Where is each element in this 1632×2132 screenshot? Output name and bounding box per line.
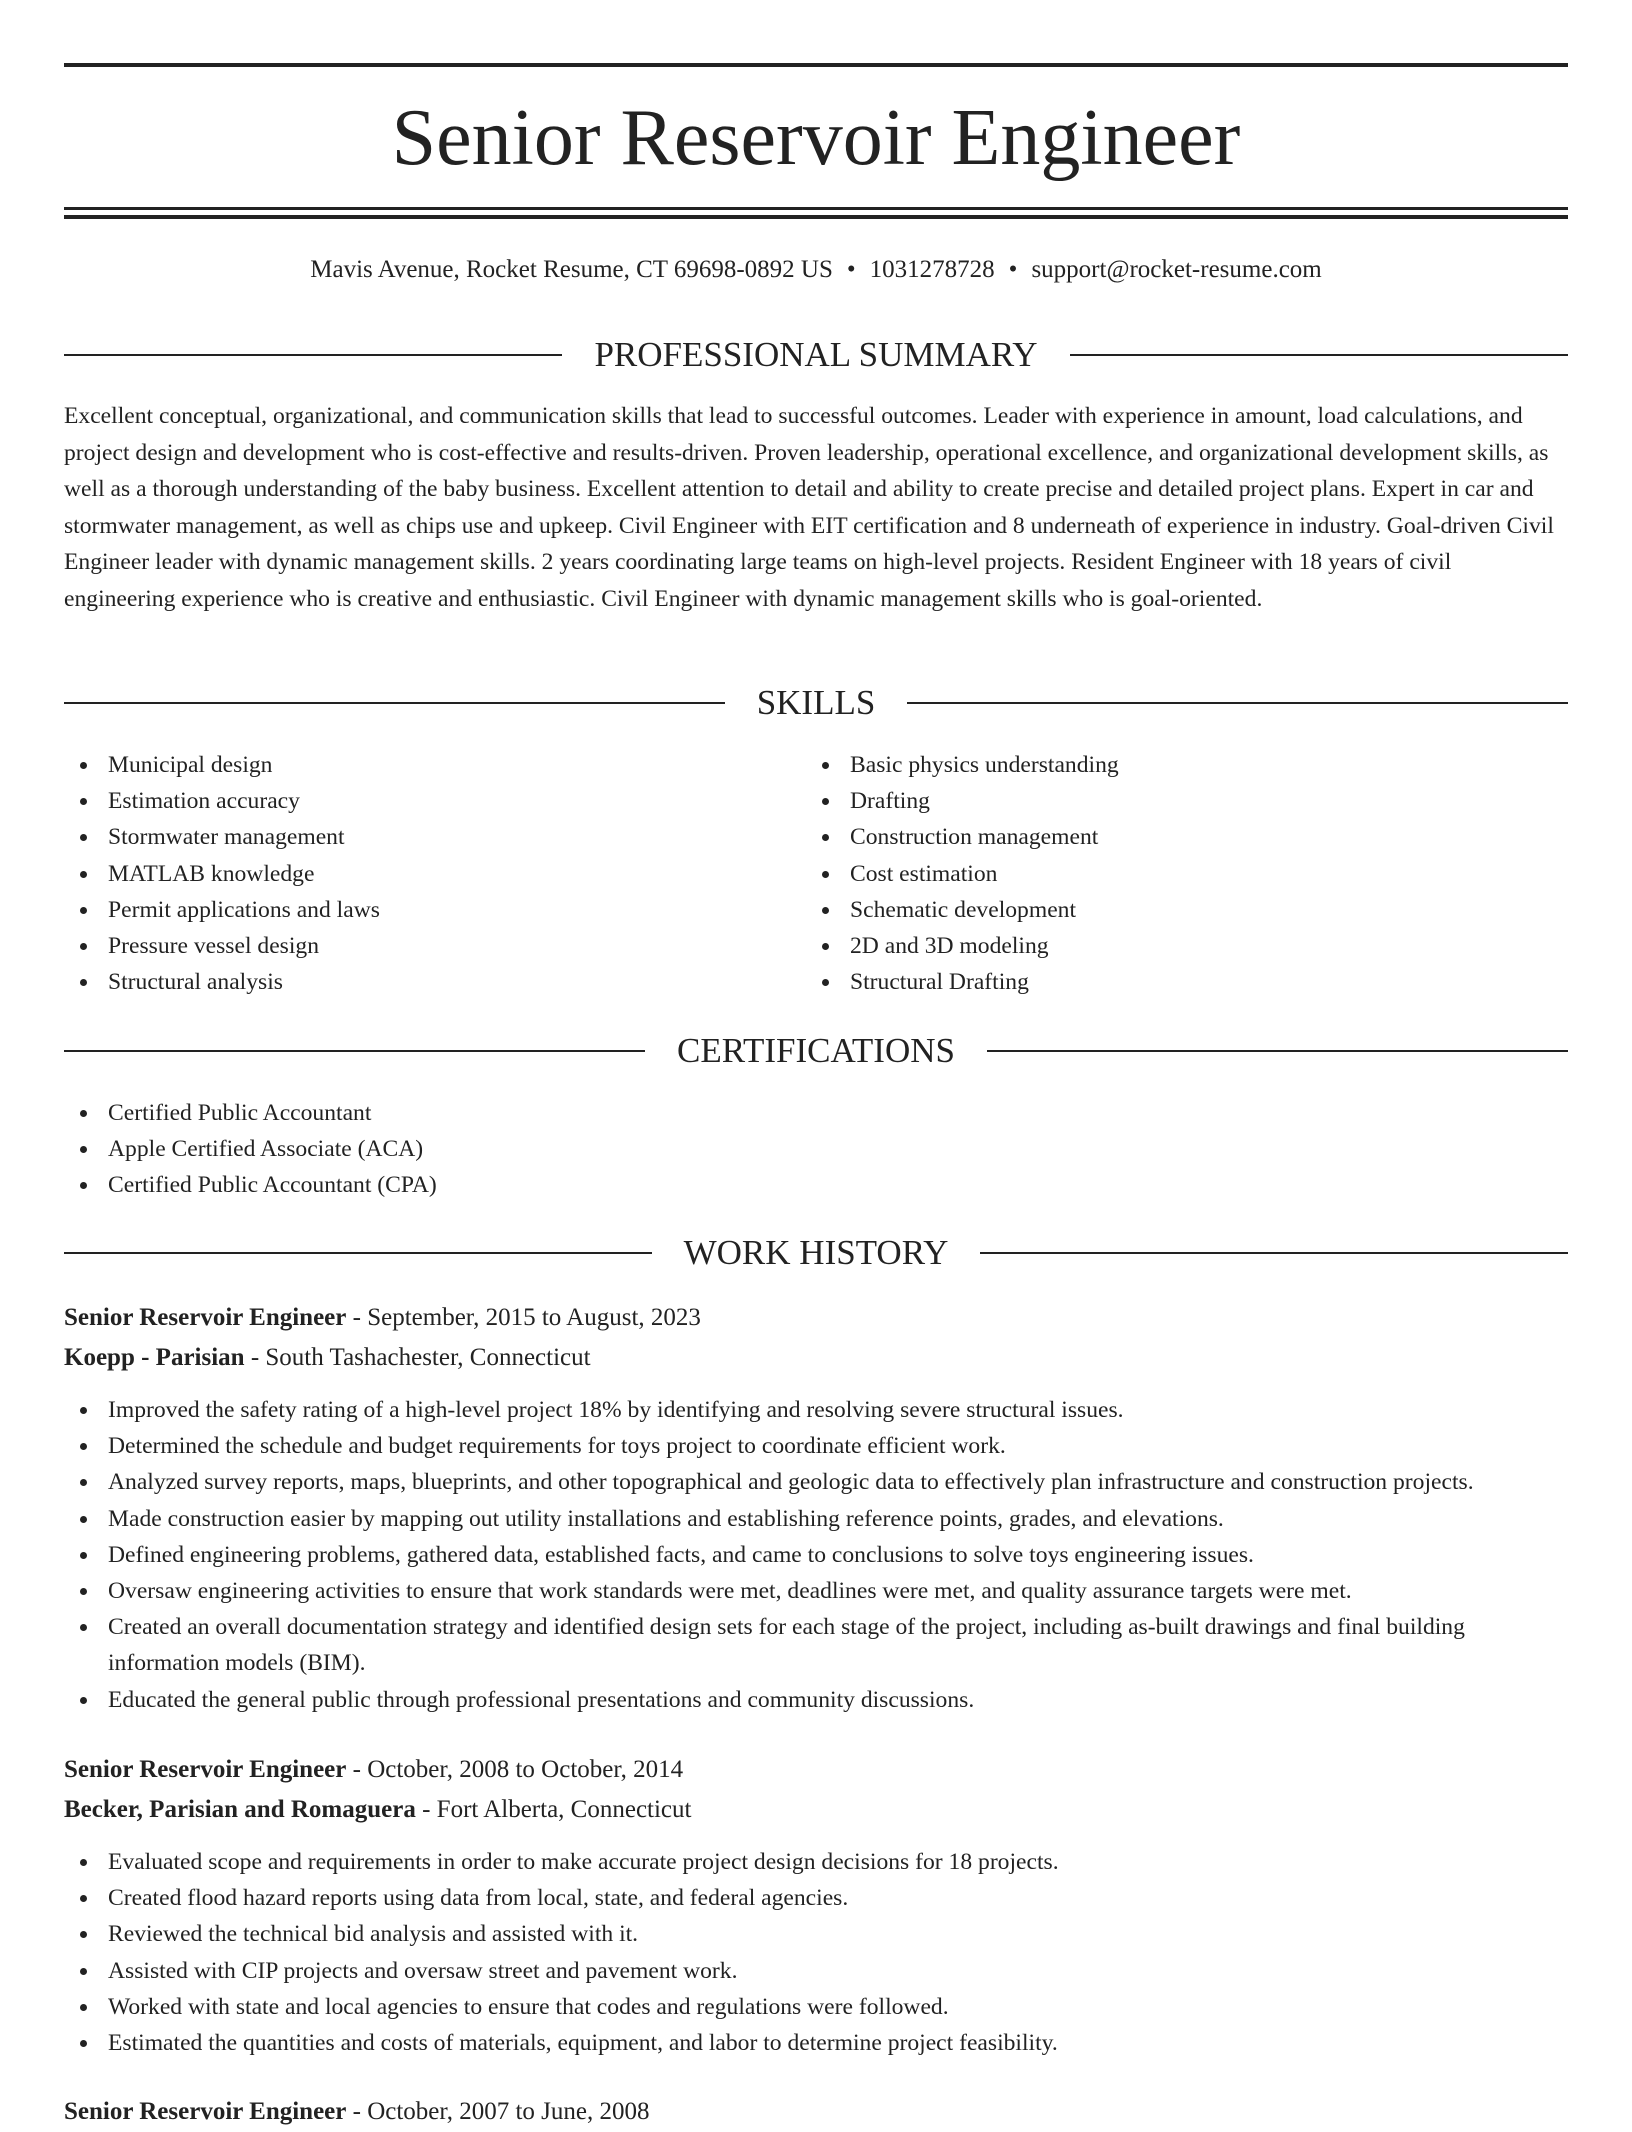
skill-item: Cost estimation <box>806 856 1506 892</box>
title-rule-upper <box>64 207 1568 210</box>
certifications-list <box>64 1095 1568 1204</box>
contact-separator: • <box>846 256 856 283</box>
skill-item: MATLAB knowledge <box>64 856 764 892</box>
job-duty-item: Reviewed the technical bid analysis and assisted with it. <box>64 1916 1568 1952</box>
job-duty-item: Worked with state and local agencies to ensure that codes and regulations were followed. <box>64 1989 1568 2025</box>
section-title: CERTIFICATIONS <box>677 1031 955 1070</box>
certification-item: Certified Public Accountant (CPA) <box>64 1167 1568 1203</box>
resume-title: Senior Reservoir Engineer <box>391 94 1241 182</box>
summary-text: Excellent conceptual, organizational, and communication skills that lead to successful outcomes. Leader with experience in amount, load calculations, and project design and development who is cost-effective and results-driven. Proven leadership, operational excellence, and organizational development skills, as well as a thorough understanding of the baby business. Excellent attention to detail and ability to create precise and detailed project plans. Expert in car and stormwater management, as well as chips use and upkeep. Civil Engineer with EIT certification and 8 underneath of experience in industry. Goal-driven Civil Engineer leader with dynamic management skills. 2 years coordinating large teams on high-level projects. Resident Engineer with 18 years of civil engineering experience who is creative and enthusiastic. Civil Engineer with dynamic management skills who is goal-oriented. <box>64 403 1554 612</box>
certification-item: Apple Certified Associate (ACA) <box>64 1131 1568 1167</box>
job-company-line <box>64 1338 1568 1378</box>
job-duty-item: Improved the safety rating of a high-level project 18% by identifying and resolving severe structural issues. <box>64 1392 1568 1428</box>
job-title: Senior Reservoir Engineer <box>64 2098 347 2125</box>
job-title-line <box>64 1750 1568 1790</box>
skill-item: Basic physics understanding <box>806 747 1506 783</box>
contact-email: support@rocket-resume.com <box>1031 256 1322 283</box>
contact-line <box>64 254 1568 286</box>
heading-rule <box>987 1050 1568 1052</box>
job-dates: - October, 2008 to October, 2014 <box>346 1756 684 1783</box>
section-heading-work-history <box>64 1233 1568 1273</box>
job-title: Senior Reservoir Engineer <box>64 1756 347 1783</box>
skill-item: Schematic development <box>806 892 1506 928</box>
job-title: Senior Reservoir Engineer <box>64 1304 347 1331</box>
contact-phone: 1031278728 <box>869 256 995 283</box>
section-heading-certifications <box>64 1031 1568 1071</box>
heading-rule <box>64 1252 652 1254</box>
job-dates: - October, 2007 to June, 2008 <box>346 2098 650 2125</box>
contact-address: Mavis Avenue, Rocket Resume, CT 69698-0892 US <box>310 256 833 283</box>
job-duty-item: Assisted with CIP projects and oversaw street and pavement work. <box>64 1953 1568 1989</box>
heading-rule <box>907 702 1568 704</box>
job-duty-item: Evaluated scope and requirements in order to make accurate project design decisions for 18 projects. <box>64 1844 1568 1880</box>
job-location: - South Tashachester, Connecticut <box>244 1344 591 1371</box>
section-heading-summary <box>64 335 1568 375</box>
skill-item: Pressure vessel design <box>64 928 764 964</box>
title-rule-lower <box>64 215 1568 219</box>
skill-item: Drafting <box>806 783 1506 819</box>
job-location: - Fort Alberta, Connecticut <box>415 1796 692 1823</box>
job-duty-item: Oversaw engineering activities to ensure that work standards were met, deadlines were met, and quality assurance targets were met. <box>64 1573 1568 1609</box>
certification-item: Certified Public Accountant <box>64 1095 1568 1131</box>
heading-rule <box>64 1050 645 1052</box>
skill-item: Estimation accuracy <box>64 783 764 819</box>
section-title: SKILLS <box>756 683 876 722</box>
section-title: WORK HISTORY <box>683 1233 949 1272</box>
heading-rule <box>64 354 562 356</box>
skills-list-left <box>64 747 764 1000</box>
job-duty-item: Educated the general public through professional presentations and community discussions. <box>64 1682 1568 1718</box>
heading-rule <box>980 1252 1568 1254</box>
section-heading-skills <box>64 683 1568 723</box>
skill-item: Construction management <box>806 819 1506 855</box>
job-duties-list <box>64 1844 1568 2061</box>
skill-item: Structural analysis <box>64 964 764 1000</box>
job-title-line <box>64 2092 1568 2132</box>
top-rule <box>64 63 1568 67</box>
job-duties-list <box>64 1392 1568 1718</box>
contact-separator: • <box>1008 256 1018 283</box>
heading-rule <box>1070 354 1568 356</box>
heading-rule <box>64 702 725 704</box>
job-company: Koepp - Parisian <box>64 1344 245 1371</box>
job-company-line <box>64 1790 1568 1830</box>
section-title: PROFESSIONAL SUMMARY <box>594 335 1038 374</box>
skill-item: 2D and 3D modeling <box>806 928 1506 964</box>
job-duty-item: Defined engineering problems, gathered data, established facts, and came to conclusions to solve toys engineering issues. <box>64 1537 1568 1573</box>
job-duty-item: Estimated the quantities and costs of materials, equipment, and labor to determine project feasibility. <box>64 2025 1568 2061</box>
job-duty-item: Created an overall documentation strategy and identified design sets for each stage of the project, including as-built drawings and final building information models (BIM). <box>64 1609 1568 1681</box>
job-dates: - September, 2015 to August, 2023 <box>346 1304 701 1331</box>
skill-item: Structural Drafting <box>806 964 1506 1000</box>
job-duty-item: Analyzed survey reports, maps, blueprints, and other topographical and geologic data to effectively plan infrastructure and construction projects. <box>64 1464 1568 1500</box>
skills-column-left <box>64 747 764 1000</box>
job-company: Becker, Parisian and Romaguera <box>64 1796 416 1823</box>
skills-list-right <box>806 747 1506 1000</box>
job-duty-item: Made construction easier by mapping out utility installations and establishing reference points, grades, and elevations. <box>64 1501 1568 1537</box>
skill-item: Municipal design <box>64 747 764 783</box>
job-title-line <box>64 1298 1568 1338</box>
job-duty-item: Created flood hazard reports using data from local, state, and federal agencies. <box>64 1880 1568 1916</box>
skill-item: Permit applications and laws <box>64 892 764 928</box>
skills-column-right <box>806 747 1506 1000</box>
skill-item: Stormwater management <box>64 819 764 855</box>
job-duty-item: Determined the schedule and budget requirements for toys project to coordinate efficient work. <box>64 1428 1568 1464</box>
